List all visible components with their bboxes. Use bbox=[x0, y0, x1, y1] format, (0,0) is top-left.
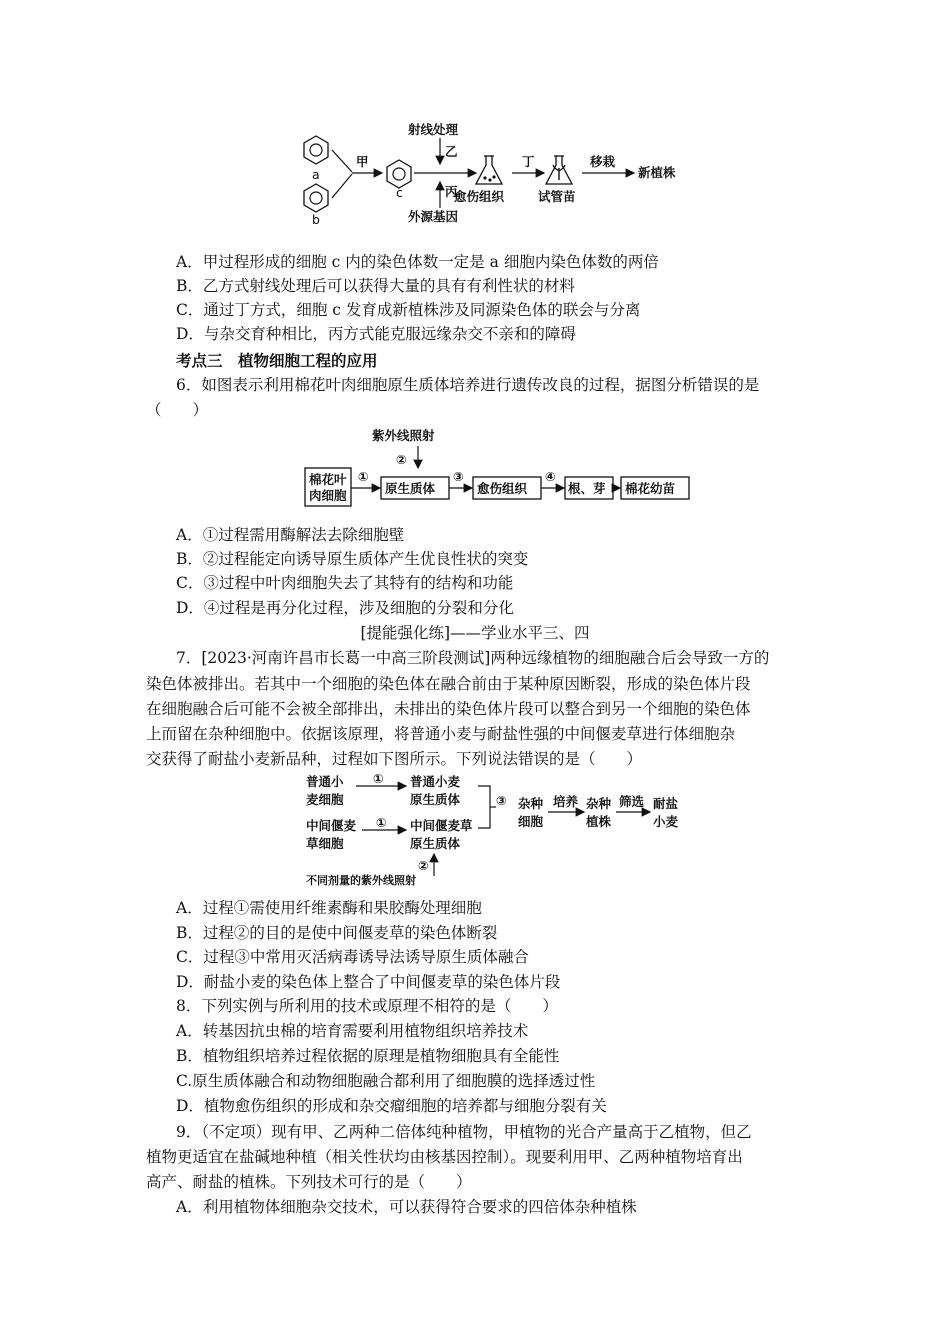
q7-line3: 在细胞融合后可能不会被全部排出，未排出的染色体片段可以整合到另一个细胞的染色体 bbox=[146, 700, 751, 718]
circle-3: ③ bbox=[496, 793, 507, 808]
culture-label: 培养 bbox=[553, 794, 579, 809]
wheat-protoplast-line2: 原生质体 bbox=[410, 792, 461, 807]
q6-stem-line2: （ ） bbox=[146, 401, 209, 419]
label-a: a bbox=[312, 167, 320, 182]
tube-seedling-label: 试管苗 bbox=[538, 189, 576, 204]
q7-option-d: D．耐盐小麦的染色体上整合了中间偃麦草的染色体片段 bbox=[176, 973, 561, 991]
hybrid-cell-line2: 细胞 bbox=[518, 814, 544, 829]
q8-option-b: B．植物组织培养过程依据的原理是植物细胞具有全能性 bbox=[176, 1047, 560, 1065]
box5-label: 棉花幼苗 bbox=[625, 481, 676, 496]
salt-wheat-line1: 耐盐 bbox=[653, 796, 679, 811]
q9-option-a: A．利用植物体细胞杂交技术，可以获得符合要求的四倍体杂种植株 bbox=[176, 1198, 637, 1216]
q7-option-c: C．过程③中常用灭活病毒诱导法诱导原生质体融合 bbox=[176, 948, 529, 966]
screen-label: 筛选 bbox=[619, 794, 645, 809]
label-b: b bbox=[312, 212, 320, 227]
q7-option-b: B．过程②的目的是使中间偃麦草的染色体断裂 bbox=[176, 924, 498, 942]
diagram-cotton-protoplast bbox=[300, 424, 700, 510]
q8-stem: 8．下列实例与所利用的技术或原理不相符的是（ ） bbox=[176, 997, 558, 1015]
uv-dose-label: 不同剂量的紫外线照射 bbox=[306, 874, 416, 887]
box4-label: 根、芽 bbox=[568, 481, 606, 496]
label-c: c bbox=[396, 185, 403, 200]
box1-line2: 肉细胞 bbox=[309, 488, 347, 503]
step-yi: 乙 bbox=[445, 144, 458, 159]
grass-protoplast-line2: 原生质体 bbox=[410, 836, 461, 851]
q7-line2: 染色体被排出。若其中一个细胞的染色体在融合前由于某种原因断裂，形成的染色体片段 bbox=[146, 675, 751, 693]
q5-option-d: D．与杂交育种相比，丙方式能克服远缘杂交不亲和的障碍 bbox=[176, 325, 576, 343]
exogenous-gene: 外源基因 bbox=[408, 209, 459, 224]
diagram-plant-breeding bbox=[290, 118, 710, 228]
flask-seedling-icon bbox=[546, 156, 572, 184]
q6-stem-line1: 6．如图表示利用棉花叶肉细胞原生质体培养进行遗传改良的过程，据图分析错误的是 bbox=[176, 376, 760, 394]
q8-option-a: A．转基因抗虫棉的培育需要利用植物组织培养技术 bbox=[176, 1022, 529, 1040]
box3-label: 愈伤组织 bbox=[477, 481, 528, 496]
transplant-label: 移栽 bbox=[590, 154, 616, 169]
cell-c-icon bbox=[387, 160, 411, 188]
grass-cell-line2: 草细胞 bbox=[306, 836, 344, 851]
grass-cell-line1: 中间偃麦 bbox=[306, 818, 357, 833]
box2-label: 原生质体 bbox=[385, 481, 436, 496]
q9-line2: 植物更适宜在盐碱地种植（相关性状均由核基因控制）。现要利用甲、乙两种植物培育出 bbox=[146, 1148, 743, 1166]
q9-line3: 高产、耐盐的植株。下列技术可行的是（ ） bbox=[146, 1173, 472, 1191]
q6-option-d: D．④过程是再分化过程，涉及细胞的分裂和分化 bbox=[176, 599, 514, 617]
wheat-cell-line1: 普通小 bbox=[306, 774, 344, 789]
hybrid-plant-line2: 植株 bbox=[586, 814, 612, 829]
flask-callus-icon bbox=[476, 156, 502, 184]
q8-option-c: C.原生质体融合和动物细胞融合都利用了细胞膜的选择透过性 bbox=[176, 1072, 596, 1090]
section-heading-3: 考点三 植物细胞工程的应用 bbox=[176, 351, 378, 370]
cell-b-icon bbox=[304, 184, 328, 212]
step-4-label: ④ bbox=[545, 469, 556, 484]
circle-1-bottom: ① bbox=[376, 815, 387, 830]
ray-treatment: 射线处理 bbox=[408, 122, 459, 137]
box1-line1: 棉花叶 bbox=[309, 472, 347, 487]
cell-a-icon bbox=[304, 136, 328, 164]
q7-option-a: A．过程①需使用纤维素酶和果胶酶处理细胞 bbox=[176, 899, 482, 917]
step-1-label: ① bbox=[358, 469, 369, 484]
q5-option-c: C．通过丁方式，细胞 c 发育成新植株涉及同源染色体的联会与分离 bbox=[176, 301, 641, 319]
q7-line1: 7．[2023·河南许昌市长葛一中高三阶段测试]两种远缘植物的细胞融合后会导致一方的 bbox=[176, 649, 770, 667]
diagram-wheat-fusion bbox=[300, 772, 700, 888]
q7-line5: 交获得了耐盐小麦新品种，过程如下图所示。下列说法错误的是（ ） bbox=[146, 750, 643, 768]
new-plant-label: 新植株 bbox=[638, 165, 676, 180]
q8-option-d: D．植物愈伤组织的形成和杂交瘤细胞的培养都与细胞分裂有关 bbox=[176, 1097, 607, 1115]
q7-line4: 上而留在杂种细胞中。依据该原理，将普通小麦与耐盐性强的中间偃麦草进行体细胞杂 bbox=[146, 725, 736, 743]
step-bing: 丙 bbox=[445, 184, 458, 199]
callus-label: 愈伤组织 bbox=[454, 189, 505, 204]
step-ding: 丁 bbox=[522, 154, 535, 169]
uv-label: 紫外线照射 bbox=[372, 428, 435, 443]
circle-1-top: ① bbox=[373, 772, 384, 786]
q6-option-b: B．②过程能定向诱导原生质体产生优良性状的突变 bbox=[176, 550, 529, 568]
hybrid-cell-line1: 杂种 bbox=[518, 796, 544, 811]
hybrid-plant-line1: 杂种 bbox=[586, 796, 612, 811]
wheat-protoplast-line1: 普通小麦 bbox=[410, 774, 461, 789]
wheat-cell-line2: 麦细胞 bbox=[306, 792, 344, 807]
step-3-label: ③ bbox=[453, 469, 464, 484]
q9-line1: 9．（不定项）现有甲、乙两种二倍体纯种植物，甲植物的光合产量高于乙植物，但乙 bbox=[176, 1123, 752, 1141]
q6-option-a: A．①过程需用酶解法去除细胞壁 bbox=[176, 526, 405, 544]
salt-wheat-line2: 小麦 bbox=[653, 814, 679, 829]
step-jia: 甲 bbox=[356, 154, 369, 169]
q5-option-a: A．甲过程形成的细胞 c 内的染色体数一定是 a 细胞内染色体数的两倍 bbox=[176, 253, 659, 271]
q6-option-c: C．③过程中叶肉细胞失去了其特有的结构和功能 bbox=[176, 574, 514, 592]
circle-2: ② bbox=[418, 858, 429, 873]
practice-heading: [提能强化练]——学业水平三、四 bbox=[360, 624, 590, 642]
q5-option-b: B．乙方式射线处理后可以获得大量的具有有利性状的材料 bbox=[176, 277, 575, 295]
step-2-label: ② bbox=[396, 452, 407, 467]
grass-protoplast-line1: 中间偃麦草 bbox=[410, 818, 473, 833]
